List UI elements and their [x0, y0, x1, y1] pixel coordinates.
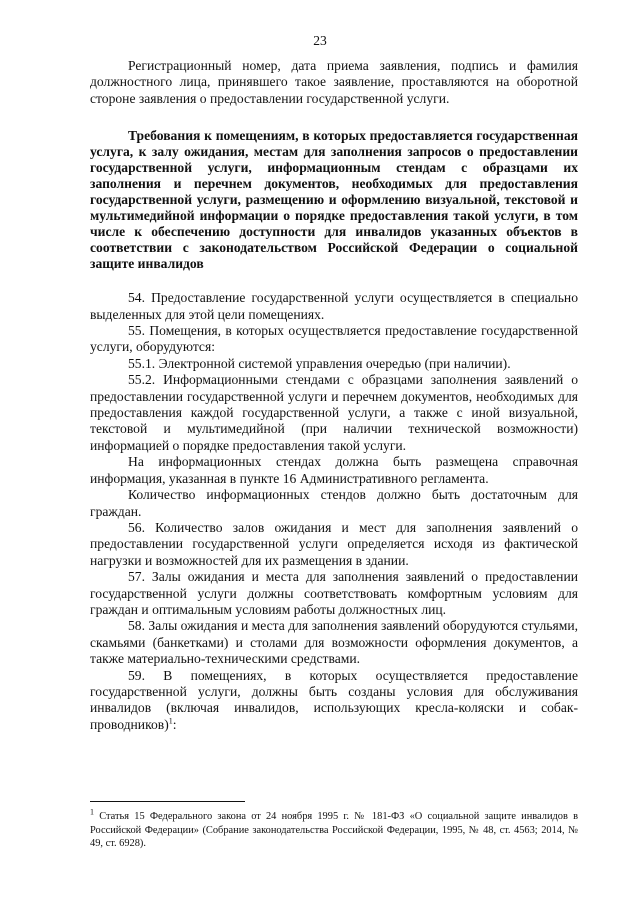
footnote-reference[interactable]: 1 — [168, 716, 173, 726]
footnote-text: Статья 15 Федерального закона от 24 ноября 1995 г. № 181-ФЗ «О социальной защите инвалидов в Российской Федерации» (Собрание законодательства Российской Федерации, 1995, № 48, ст. 4563; 2014, № 49, ст. 6928). — [90, 811, 578, 850]
paragraph-55: 55. Помещения, в которых осуществляется предоставление государственной услуги, оборудуются: — [90, 323, 578, 355]
paragraph-59-suffix: : — [172, 716, 177, 732]
page-number: 23 — [313, 33, 327, 48]
paragraph-58: 58. Залы ожидания и места для заполнения заявлений оборудуются стульями, скамьями (банкетками) и столами для возможности оформления документов, а также материально-техническими средствами. — [90, 618, 578, 667]
paragraph-54: 54. Предоставление государственной услуги осуществляется в специально выделенных для этой цели помещениях. — [90, 290, 578, 322]
paragraph-stands-count: Количество информационных стендов должно быть достаточным для граждан. — [90, 487, 578, 519]
paragraph-55-1: 55.1. Электронной системой управления очередью (при наличии). — [128, 355, 511, 371]
intro-paragraph: Регистрационный номер, дата приема заявления, подпись и фамилия должностного лица, принявшего такое заявление, проставляются на оборотной стороне заявления о предоставлении государственной услуги. — [90, 58, 578, 106]
footnote — [90, 807, 578, 851]
document-body — [90, 52, 578, 733]
footnote-divider — [90, 801, 245, 802]
paragraph-stands-info: На информационных стендах должна быть размещена справочная информация, указанная в пункте 16 Административного регламента. — [90, 454, 578, 486]
paragraph-55-2: 55.2. Информационными стендами с образцами заполнения заявлений о предоставлении государственной услуги и перечнем документов, необходимых для предоставления каждой государственной услуги, а также с иной визуальной, текстовой и мультимедийной (при наличии технической возможности) информацией о порядке предоставления такой услуги. — [90, 372, 578, 453]
footnote-marker: 1 — [90, 807, 94, 817]
paragraph-59-text: 59. В помещениях, в которых осуществляется предоставление государственной услуги, должны быть созданы условия для обслуживания инвалидов (включая инвалидов, использующих кресла-коляски и собак-проводников) — [90, 667, 578, 732]
paragraph-59 — [90, 668, 578, 734]
section-heading: Требования к помещениям, в которых предоставляется государственная услуга, к залу ожидания, местам для заполнения запросов о предоставлении государственной услуги, информационным стендам с образцами их заполнения и перечнем документов, необходимых для предоставления государственной услуги, размещению и оформлению визуальной, текстовой и мультимедийной информации о порядке предоставления такой услуги, в том числе к обеспечению доступности для инвалидов указанных объектов в соответствии с законодательством Российской Федерации о социальной защите инвалидов — [90, 128, 578, 272]
paragraph-56: 56. Количество залов ожидания и мест для заполнения заявлений о предоставлении государственной услуги определяется исходя из фактической нагрузки и возможностей для их размещения в здании. — [90, 519, 578, 568]
paragraph-57: 57. Залы ожидания и места для заполнения заявлений о предоставлении государственной услуги должны соответствовать комфортным условиям для граждан и оптимальным условиям работы должностных лиц. — [90, 569, 578, 617]
